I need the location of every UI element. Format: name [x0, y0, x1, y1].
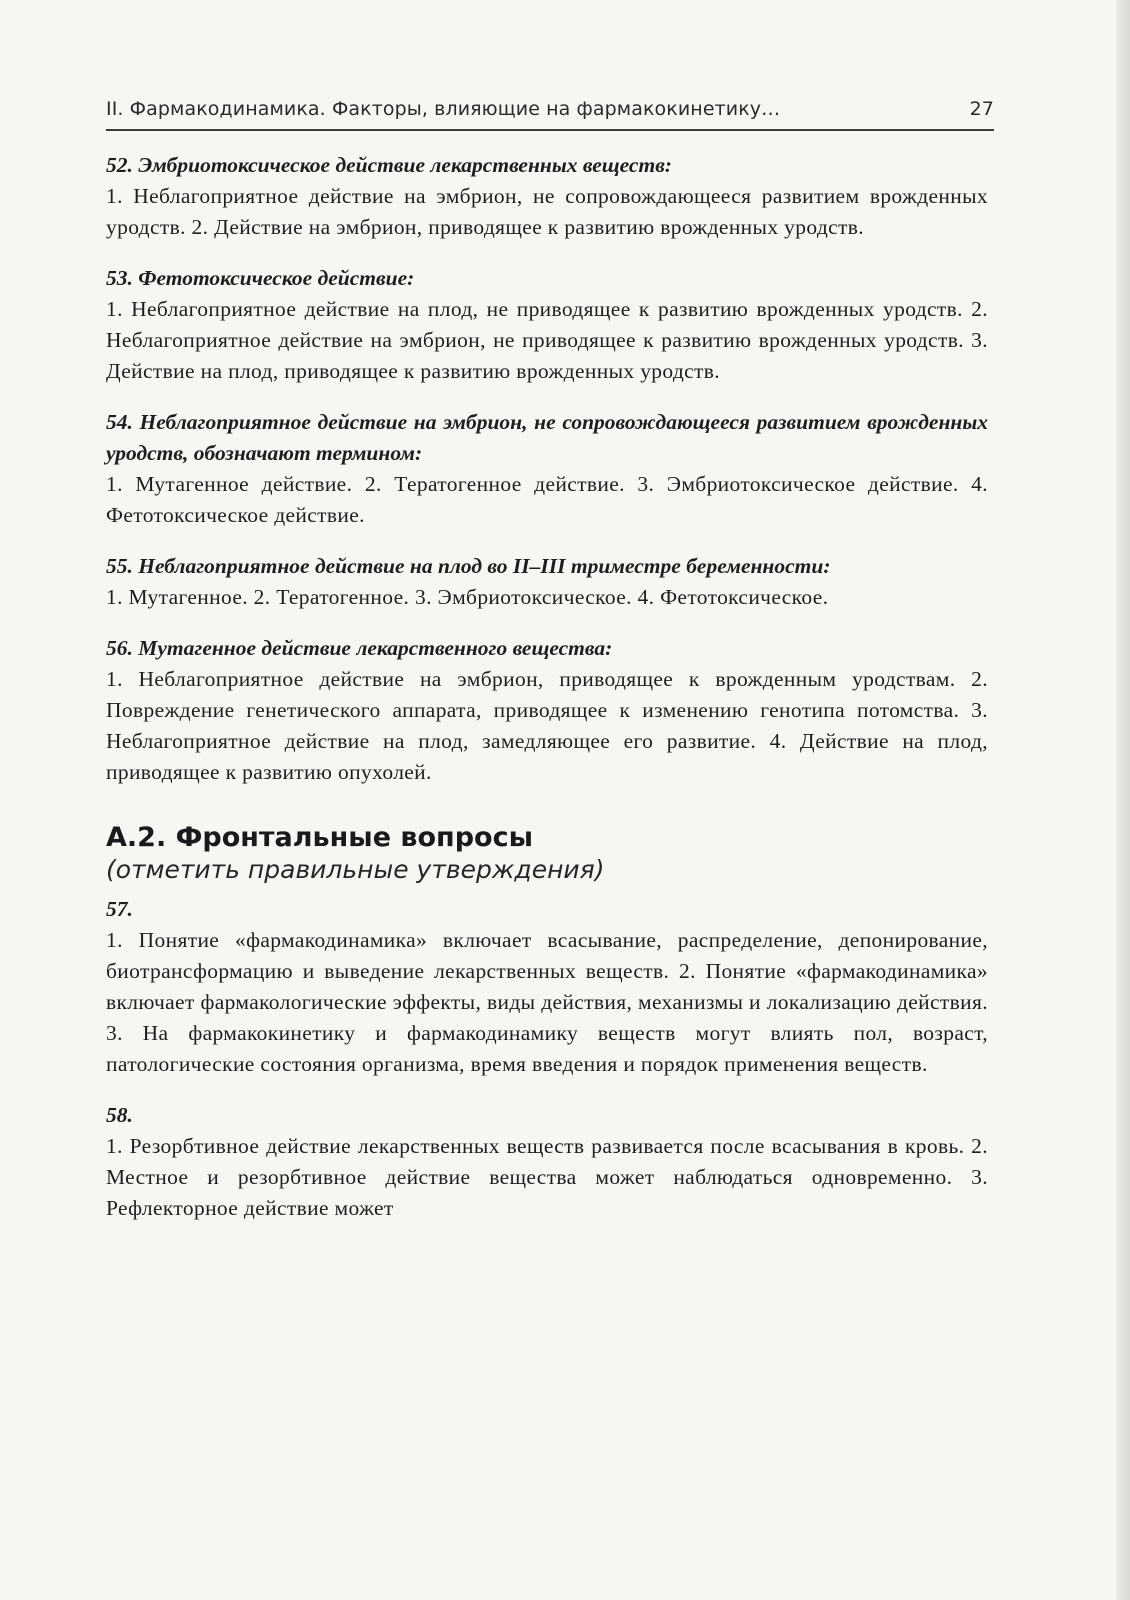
section-a2-heading: [106, 822, 988, 886]
question-heading: 54. Неблагоприятное действие на эмбрион, не сопровождающееся развитием врожденных уродств, обозначают термином:: [106, 410, 988, 465]
section-subtitle: (отметить правильные утверждения): [106, 855, 605, 884]
section-title: А.2. Фронтальные вопросы: [106, 822, 533, 853]
question-number: 57.: [106, 897, 133, 921]
question-53: [106, 263, 988, 387]
question-heading: 52. Эмбриотоксическое действие лекарственных веществ:: [106, 153, 672, 177]
question-heading: 56. Мутагенное действие лекарственного вещества:: [106, 636, 613, 660]
question-58: [106, 1100, 988, 1224]
page-content: [106, 150, 988, 1244]
question-answers: 1. Неблагоприятное действие на плод, не приводящее к развитию врожденных уродств. 2. Неблагоприятное действие на эмбрион, не приводящее к развитию врожденных уродств. 3. Действие на плод, приводящее к развитию врожденных уродств.: [106, 297, 988, 383]
question-answers: 1. Резорбтивное действие лекарственных веществ развивается после всасывания в кровь. 2. Местное и резорбтивное действие вещества может наблюдаться одновременно. 3. Рефлекторное действие может: [106, 1134, 988, 1220]
question-number: 58.: [106, 1103, 133, 1127]
question-answers: 1. Понятие «фармакодинамика» включает всасывание, распределение, депонирование, биотрансформацию и выведение лекарственных веществ. 2. Понятие «фармакодинамика» включает фармакологические эффекты, виды действия, механизмы и локализацию действия. 3. На фармакокинетику и фармакодинамику веществ могут влиять пол, возраст, патологические состояния организма, время введения и порядок применения веществ.: [106, 928, 988, 1076]
page-spine-shadow: [1116, 0, 1130, 1600]
question-answers: 1. Неблагоприятное действие на эмбрион, приводящее к врожденным уродствам. 2. Повреждение генетического аппарата, приводящее к изменению генотипа потомства. 3. Неблагоприятное действие на плод, замедляющее его развитие. 4. Действие на плод, приводящее к развитию опухолей.: [106, 667, 988, 784]
question-54: [106, 407, 988, 531]
question-heading: 55. Неблагоприятное действие на плод во II–III триместре беременности:: [106, 554, 831, 578]
question-56: [106, 633, 988, 788]
running-title: II. Фармакодинамика. Факторы, влияющие на фармакокинетику…: [106, 98, 781, 120]
question-answers: 1. Мутагенное действие. 2. Тератогенное действие. 3. Эмбриотоксическое действие. 4. Фетотоксическое действие.: [106, 472, 988, 527]
running-header: [106, 98, 994, 120]
question-heading: 53. Фетотоксическое действие:: [106, 266, 415, 290]
page-number: 27: [969, 98, 994, 120]
question-answers: 1. Неблагоприятное действие на эмбрион, не сопровождающееся развитием врожденных уродств. 2. Действие на эмбрион, приводящее к развитию врожденных уродств.: [106, 184, 988, 239]
question-answers: 1. Мутагенное. 2. Тератогенное. 3. Эмбриотоксическое. 4. Фетотоксическое.: [106, 585, 829, 609]
question-55: [106, 551, 988, 613]
question-57: [106, 894, 988, 1080]
header-rule: [106, 129, 994, 131]
question-52: [106, 150, 988, 243]
